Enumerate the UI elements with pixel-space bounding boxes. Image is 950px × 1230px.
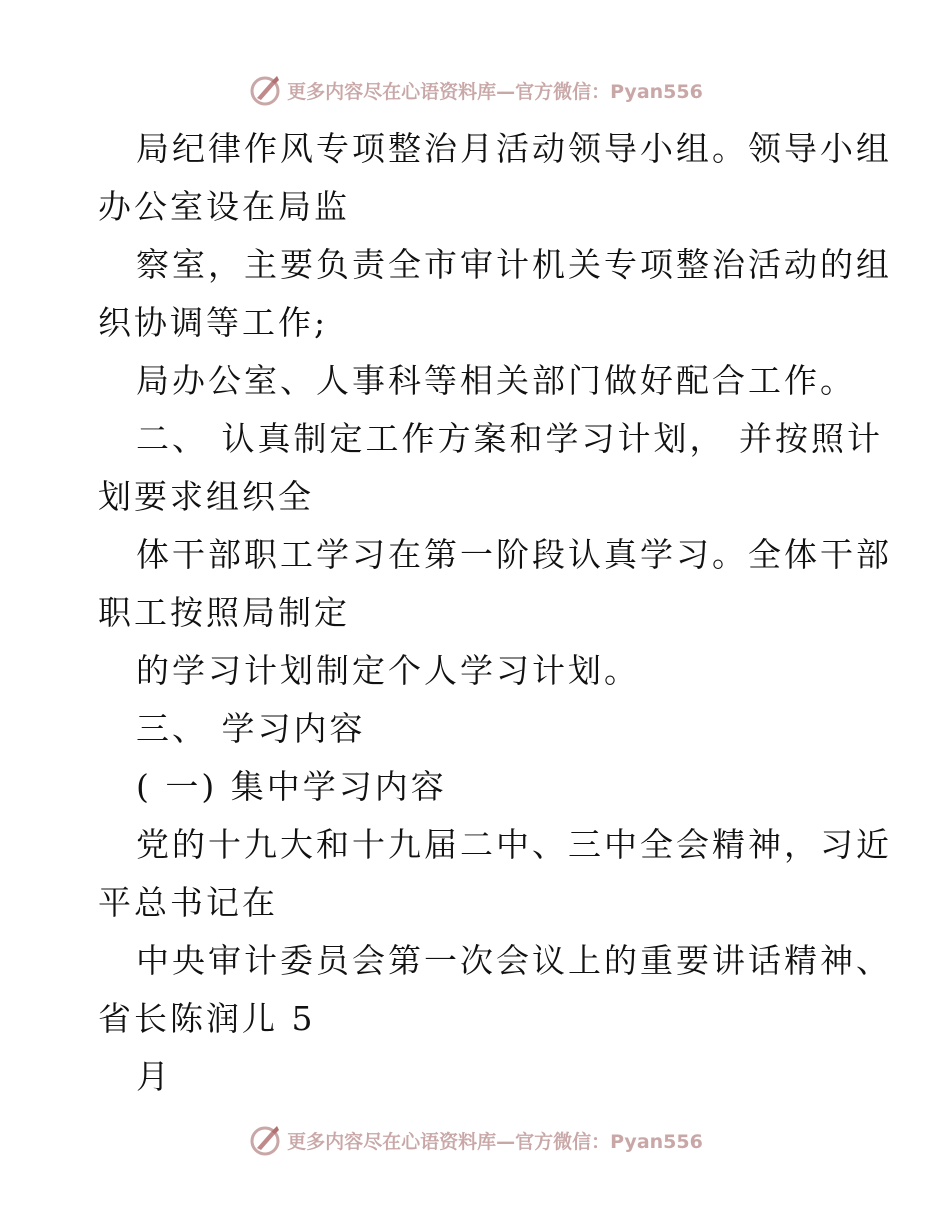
paragraph-line: 局纪律作风专项整治月活动领导小组。领导小组 bbox=[136, 129, 892, 168]
paragraph-line: 织协调等工作; bbox=[98, 303, 329, 342]
pen-logo-icon bbox=[247, 1122, 283, 1158]
paragraph-line: 察室，主要负责全市审计机关专项整治活动的组 bbox=[136, 245, 892, 284]
header-watermark-banner bbox=[0, 68, 950, 112]
paragraph-line: 体干部职工学习在第一阶段认真学习。全体干部 bbox=[136, 535, 892, 574]
paragraph-line: 平总书记在 bbox=[98, 883, 278, 922]
paragraph-line: 二、 认真制定工作方案和学习计划， 并按照计 bbox=[136, 419, 883, 458]
watermark-text: 更多内容尽在心语资料库—官方微信：Pyan556 bbox=[287, 1130, 703, 1153]
paragraph-line: 月 bbox=[136, 1057, 172, 1096]
paragraph-line: 办公室设在局监 bbox=[98, 187, 350, 226]
paragraph-line: 划要求组织全 bbox=[98, 477, 314, 516]
paragraph-line: ( 一) 集中学习内容 bbox=[136, 767, 447, 806]
paragraph-line: 的学习计划制定个人学习计划。 bbox=[136, 651, 640, 690]
paragraph-line: 省长陈润儿 5 bbox=[98, 999, 316, 1038]
paragraph-line: 党的十九大和十九届二中、三中全会精神，习近 bbox=[136, 825, 892, 864]
paragraph-line: 三、 学习内容 bbox=[136, 709, 366, 748]
paragraph-line: 局办公室、人事科等相关部门做好配合工作。 bbox=[136, 361, 856, 400]
paragraph-line: 职工按照局制定 bbox=[98, 593, 350, 632]
footer-watermark-banner bbox=[0, 1118, 950, 1162]
pen-logo-icon bbox=[247, 72, 283, 108]
watermark-text: 更多内容尽在心语资料库—官方微信：Pyan556 bbox=[287, 80, 703, 103]
document-body bbox=[98, 120, 892, 1106]
paragraph-line: 中央审计委员会第一次会议上的重要讲话精神、 bbox=[136, 941, 892, 980]
